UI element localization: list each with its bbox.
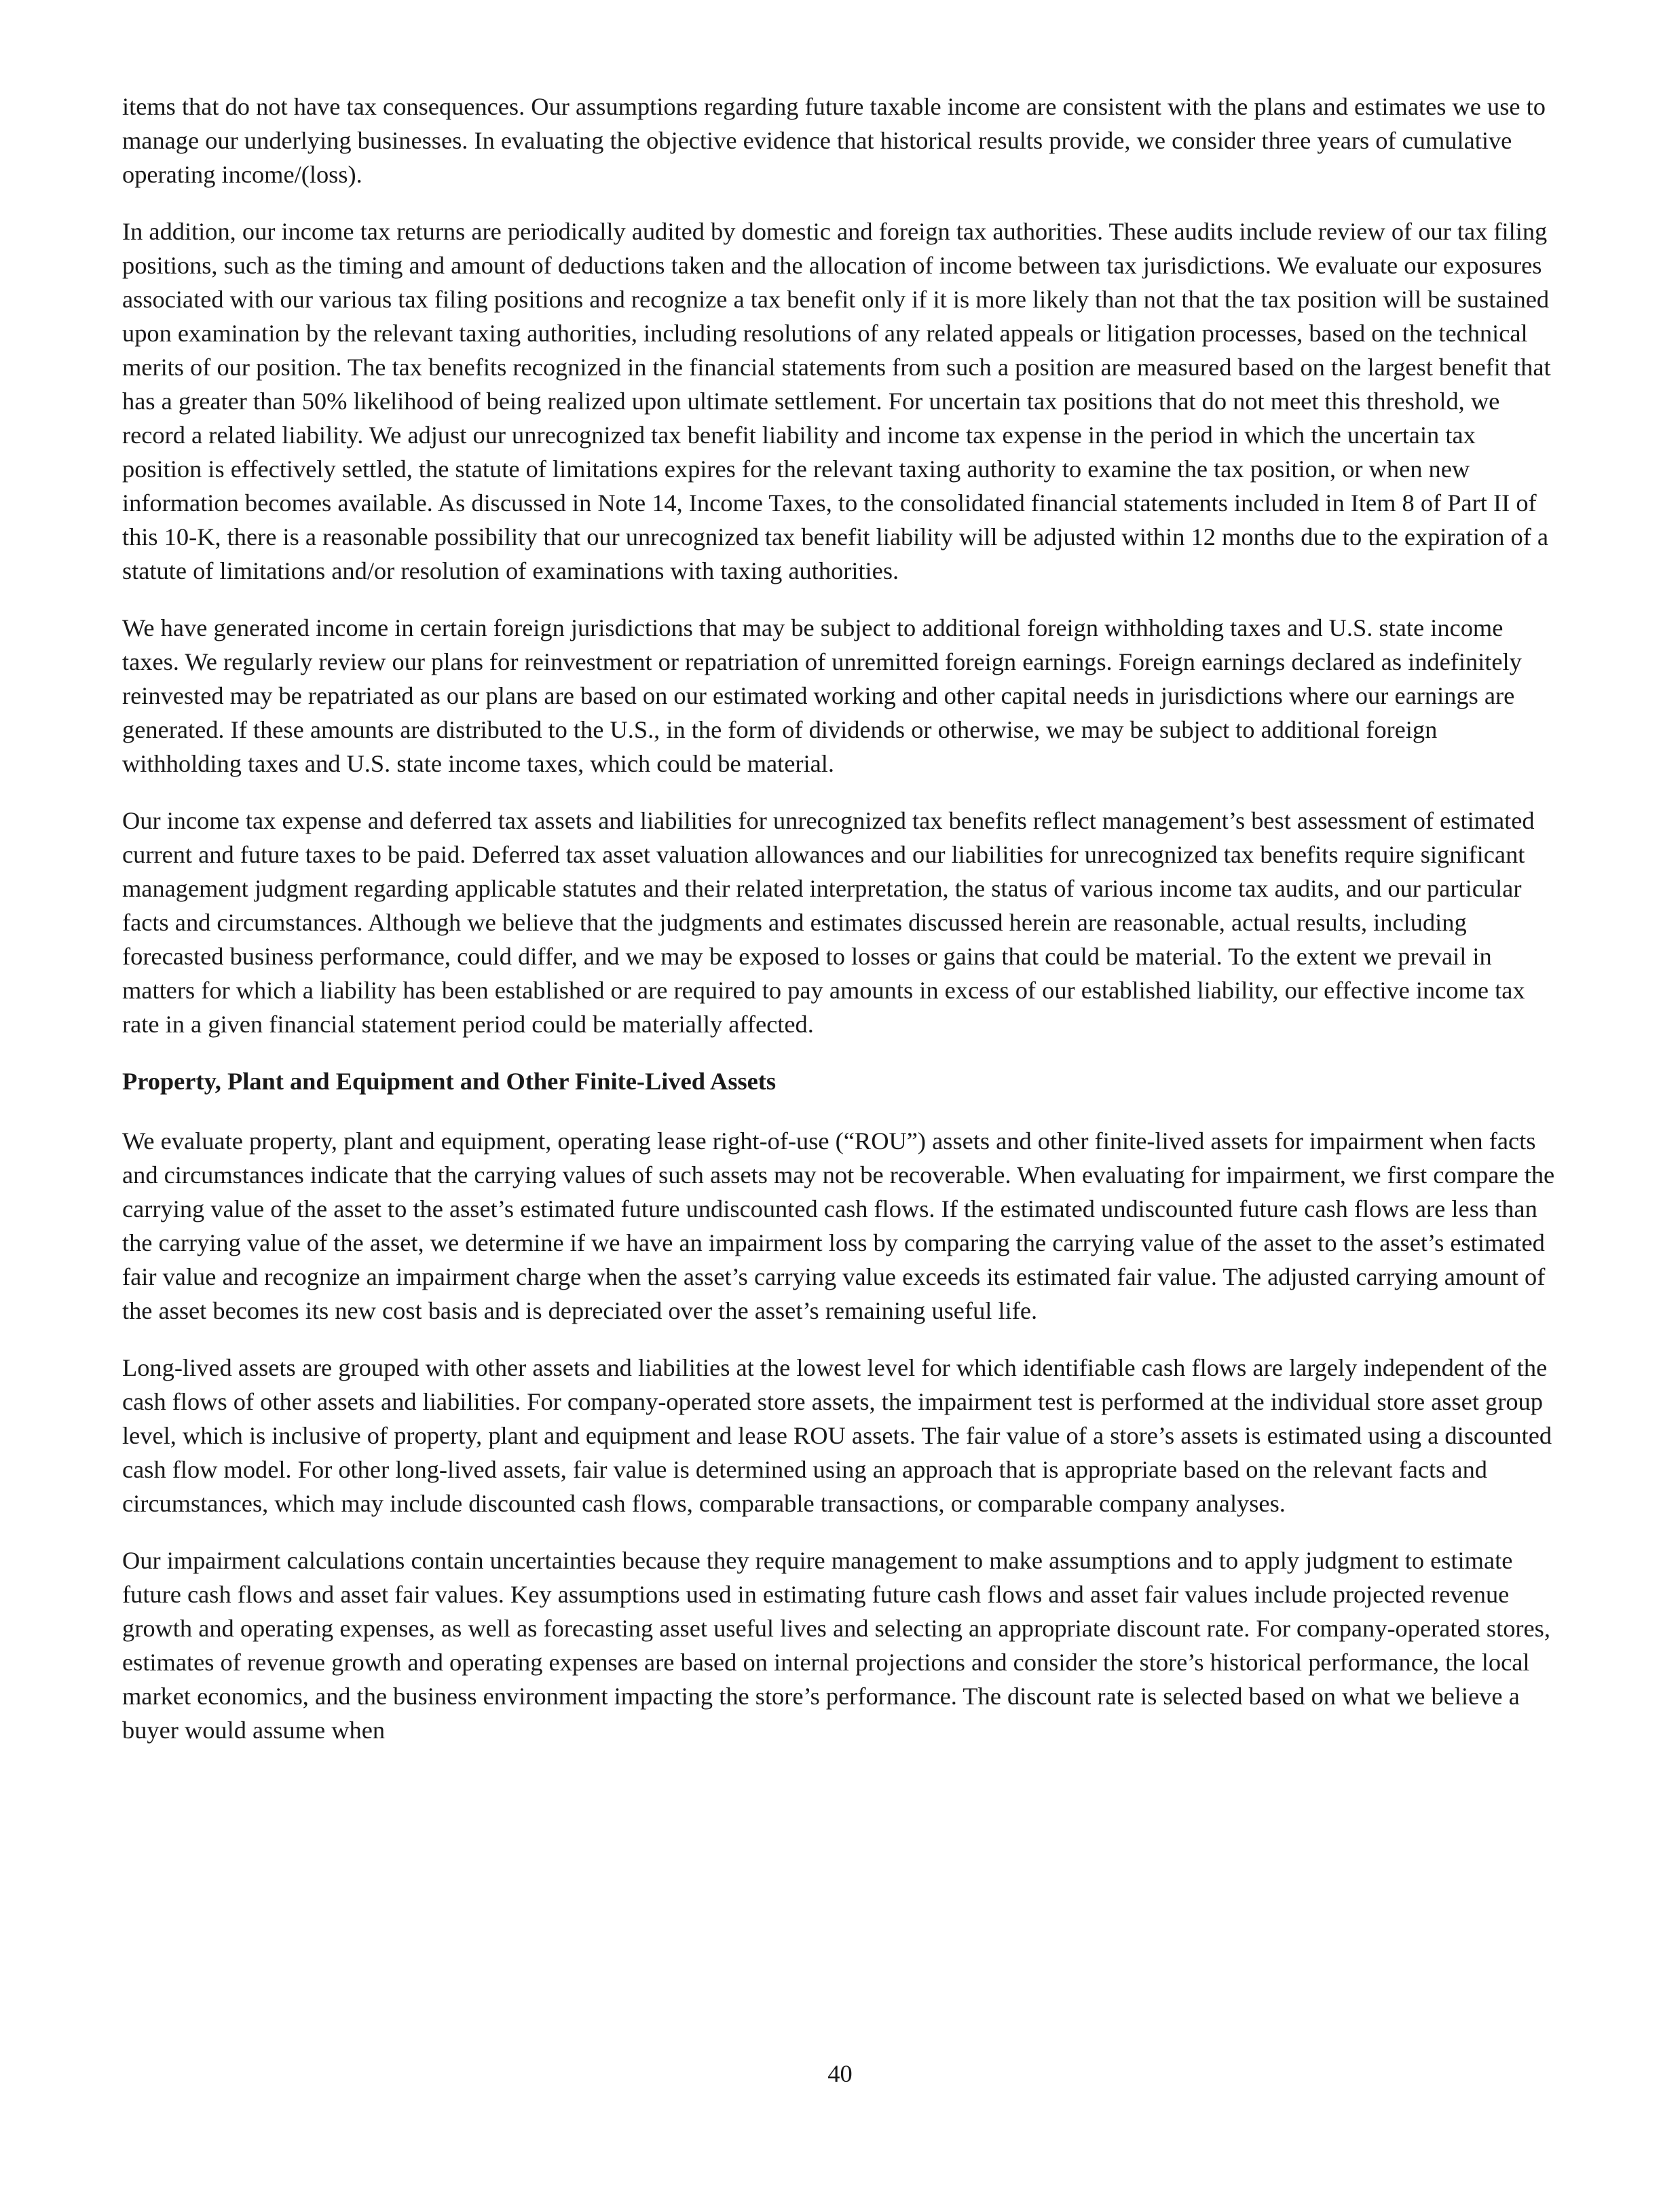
section-heading: Property, Plant and Equipment and Other Finite-Lived Assets [122, 1068, 777, 1095]
paragraph-foreign-earnings: We have generated income in certain foreign jurisdictions that may be subject to additional foreign withholding taxes and U.S. state income taxes. We regularly review our plans for reinvestment or repatriation of unremitted foreign earnings. Foreign earnings declared as indefinitely reinvested may be repatriated as our plans are based on our estimated working and other capital needs in jurisdictions where our earnings are generated. If these amounts are distributed to the U.S., in the form of dividends or otherwise, we may be subject to additional foreign withholding taxes and U.S. state income taxes, which could be material. [122, 614, 1522, 777]
paragraph-impairment-evaluation: We evaluate property, plant and equipment, operating lease right-of-use (“ROU”) assets and other finite-lived assets for impairment when facts and circumstances indicate that the carrying values of such assets may not be recoverable. When evaluating for impairment, we first compare the carrying value of the asset to the asset’s estimated future undiscounted cash flows. If the estimated undiscounted future cash flows are less than the carrying value of the asset, we determine if we have an impairment loss by comparing the carrying value of the asset to the asset’s estimated fair value and recognize an impairment charge when the asset’s carrying value exceeds its estimated fair value. The adjusted carrying amount of the asset becomes its new cost basis and is depreciated over the asset’s remaining useful life. [122, 1127, 1555, 1324]
paragraph-income-tax-judgment: Our income tax expense and deferred tax assets and liabilities for unrecognized tax benefits reflect management’s best assessment of estimated current and future taxes to be paid. Deferred tax asset valuation allowances and our liabilities for unrecognized tax benefits require significant management judgment regarding applicable statutes and their related interpretation, the status of various income tax audits, and our particular facts and circumstances. Although we believe that the judgments and estimates discussed herein are reasonable, actual results, including forecasted business performance, could differ, and we may be exposed to losses or gains that could be material. To the extent we prevail in matters for which a liability has been established or are required to pay amounts in excess of our established liability, our effective income tax rate in a given financial statement period could be materially affected. [122, 807, 1535, 1038]
paragraph-asset-grouping: Long-lived assets are grouped with other assets and liabilities at the lowest level for which identifiable cash flows are largely independent of the cash flows of other assets and liabilities. For company-operated store assets, the impairment test is performed at the individual store asset group level, which is inclusive of property, plant and equipment and lease ROU assets. The fair value of a store’s assets is estimated using a discounted cash flow model. For other long-lived assets, fair value is determined using an approach that is appropriate based on the relevant facts and circumstances, which may include discounted cash flows, comparable transactions, or comparable company analyses. [122, 1354, 1552, 1517]
document-page [122, 90, 1561, 1770]
paragraph-tax-audits: In addition, our income tax returns are periodically audited by domestic and foreign tax authorities. These audits include review of our tax filing positions, such as the timing and amount of deductions taken and the allocation of income between tax jurisdictions. We evaluate our exposures associated with our various tax filing positions and recognize a tax benefit only if it is more likely than not that the tax position will be sustained upon examination by the relevant taxing authorities, including resolutions of any related appeals or litigation processes, based on the technical merits of our position. The tax benefits recognized in the financial statements from such a position are measured based on the largest benefit that has a greater than 50% likelihood of being realized upon ultimate settlement. For uncertain tax positions that do not meet this threshold, we record a related liability. We adjust our unrecognized tax benefit liability and income tax expense in the period in which the uncertain tax position is effectively settled, the statute of limitations expires for the relevant taxing authority to examine the tax position, or when new information becomes available. As discussed in Note 14, Income Taxes, to the consolidated financial statements included in Item 8 of Part II of this 10-K, there is a reasonable possibility that our unrecognized tax benefit liability will be adjusted within 12 months due to the expiration of a statute of limitations and/or resolution of examinations with taxing authorities. [122, 218, 1551, 584]
page-number: 40 [827, 2060, 853, 2087]
paragraph-deferred-tax-assumptions: items that do not have tax consequences. Our assumptions regarding future taxable income are consistent with the plans and estimates we use to manage our underlying businesses. In evaluating the objective evidence that historical results provide, we consider three years of cumulative operating income/(loss). [122, 93, 1546, 188]
paragraph-impairment-uncertainties: Our impairment calculations contain uncertainties because they require management to make assumptions and to apply judgment to estimate future cash flows and asset fair values. Key assumptions used in estimating future cash flows and asset fair values include projected revenue growth and operating expenses, as well as forecasting asset useful lives and selecting an appropriate discount rate. For company-operated stores, estimates of revenue growth and operating expenses are based on internal projections and consider the store’s historical performance, the local market economics, and the business environment impacting the store’s performance. The discount rate is selected based on what we believe a buyer would assume when [122, 1547, 1550, 1744]
